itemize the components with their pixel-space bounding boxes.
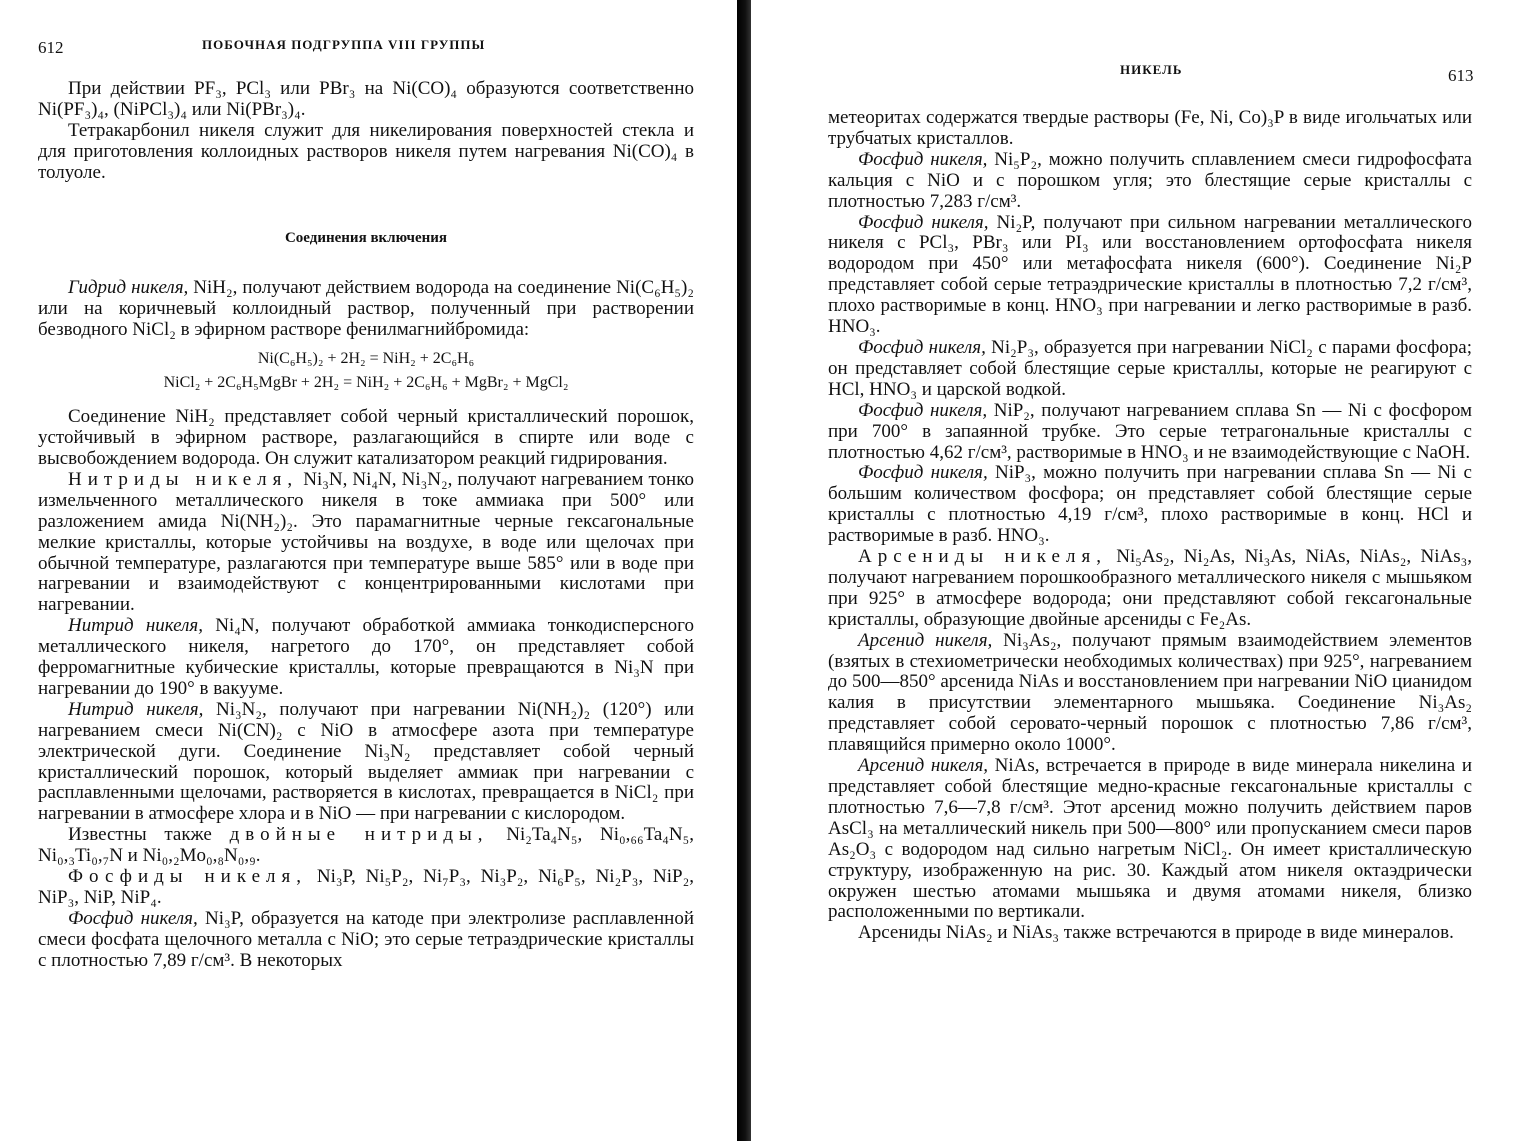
right-page: [760, 0, 1516, 1141]
term: Арсенид никеля,: [858, 755, 989, 777]
term: Фосфид никеля,: [858, 399, 988, 421]
equation: Ni(C₆H₅)₂ + 2H₂ = NiH₂ + 2C₆H₆: [257, 350, 475, 368]
term: Фосфид никеля,: [858, 336, 986, 358]
paragraph: Арсениды никеля, Ni₅As₂, Ni₂As, Ni₃As, NiAs, NiAs₂, NiAs₃, получают нагреванием порошкообразного металлического никеля с мышьяком при 925° в атмосфере водорода; они представляют собой гексагональные кристаллы, образующие двойные арсениды с Fe₂As.: [828, 546, 1473, 630]
paragraph: Тетракарбонил никеля служит для никелирования поверхностей стекла и для приготовления коллоидных растворов никеля путем нагревания Ni(CO)₄ в толуоле.: [38, 119, 694, 183]
paragraph: Фосфиды никеля, Ni₃P, Ni₅P₂, Ni₇P₃, Ni₃P₂, Ni₆P₅, Ni₂P₃, NiP₂, NiP₃, NiP, NiP₄.: [38, 866, 694, 908]
running-head: ПОБОЧНАЯ ПОДГРУППА VIII ГРУППЫ: [202, 37, 486, 52]
term: Арсенид никеля,: [858, 629, 993, 651]
paragraph: Гидрид никеля, NiH₂, получают действием водорода на соединение Ni(C₆H₅)₂ или на коричневый коллоидный раствор, полученный при растворении безводного NiCl₂ в эфирном растворе фенилмагнийбромида:: [38, 277, 694, 341]
term: Нитрид никеля,: [68, 698, 204, 720]
right-text-column: [828, 108, 1472, 944]
term: Фосфиды никеля,: [68, 866, 307, 888]
paragraph: Нитриды никеля, Ni₃N, Ni₄N, Ni₃N₂, получают нагреванием тонко измельченного металлического никеля в токе аммиака при 500° или разложением амида Ni(NH₂)₂. Это парамагнитные черные гексагональные мелкие кристаллы, которые устойчивы на воздухе, в воде или щелочах при обычной температуре, разлагаются при температуре выше 585° или в воде при нагревании и взаимодействуют с концентрированными кислотами при нагревании.: [38, 468, 694, 616]
term: Фосфид никеля,: [858, 148, 988, 170]
term: Фосфид никеля,: [858, 462, 988, 484]
paragraph: Нитрид никеля, Ni₃N₂, получают при нагревании Ni(NH₂)₂ (120°) или нагреванием смеси Ni(CN)₂ с NiO в атмосфере азота при температуре электрической дуги. Соединение Ni₃N₂ представляет собой черный кристаллический порошок, который выделяет аммиак при нагревании с расплавленными щелочами, растворяется в кислотах, превращается в NiCl₂ при нагревании в атмосфере хлора и в NiO — при нагревании с кислородом.: [38, 698, 694, 825]
paragraph: Фосфид никеля, Ni₂P₃, образуется при нагревании NiCl₂ с парами фосфора; он представляет собой блестящие серые кристаллы, которые не реагируют с HCl, HNO₃ и царской водкой.: [828, 336, 1472, 400]
term: Нитриды никеля,: [68, 468, 299, 490]
left-page: [0, 0, 740, 1141]
paragraph: Соединение NiH₂ представляет собой черный кристаллический порошок, устойчивый в эфирном растворе, разлагающийся в спирте или воде с высвобождением водорода. Он служит катализатором реакций гидрирования.: [38, 406, 694, 469]
paragraph: Арсенид никеля, NiAs, встречается в природе в виде минерала никелина и представляет собой блестящие медно-красные гексагональные кристаллы с плотностью 7,6—7,8 г/см³. Этот арсенид можно получить действием паров AsCl₃ на металлический никель при 500—800° или пропусканием смеси паров As₂O₃ с водородом над сильно нагретым NiCl₂. Он имеет кристаллическую структуру, изображенную на рис. 30. Каждый атом никеля октаэдрически окружен шестью атомами мышьяка и двумя атомами никеля, близко расположенными по вертикали.: [828, 755, 1472, 923]
paragraph: Фосфид никеля, NiP₂, получают нагреванием сплава Sn — Ni с фосфором при 700° в запаянной трубке. Это серые тетрагональные кристаллы с плотностью 4,62 г/см³, растворимые в HNO₃ и не взаимодействующие с NaOH.: [828, 399, 1472, 463]
term: Гидрид никеля,: [68, 277, 189, 299]
equation-block: [38, 347, 694, 395]
term: Нитрид никеля,: [68, 615, 203, 637]
running-head: НИКЕЛЬ: [1120, 62, 1183, 77]
paragraph: Арсенид никеля, Ni₃As₂, получают прямым взаимодействием элементов (взятых в стехиометрически необходимых количествах) при 925°, нагреванием до 500—850° арсенида NiAs и восстановлением при нагревании NiO цианидом калия в присутствии элементарного мышьяка. Соединение Ni₃As₂ представляет собой серовато-черный порошок с плотностью 7,86 г/см³, плавящийся примерно около 1000°.: [828, 629, 1472, 756]
paragraph: При действии PF₃, PCl₃ или PBr₃ на Ni(CO)₄ образуются соответственно Ni(PF₃)₄, (NiPCl₃)₄ или Ni(PBr₃)₄.: [38, 78, 694, 120]
paragraph: Фосфид никеля, Ni₃P, образуется на катоде при электролизе расплавленной смеси фосфата щелочного металла с NiO; это серые тетраэдрические кристаллы с плотностью 7,89 г/см³. В некоторых: [38, 907, 695, 971]
term: Фосфид никеля,: [68, 907, 198, 929]
section-heading: Соединения включения: [284, 229, 448, 246]
paragraph: Арсениды NiAs₂ и NiAs₃ также встречаются в природе в виде минералов.: [858, 922, 1454, 944]
equation: NiCl₂ + 2C₆H₅MgBr + 2H₂ = NiH₂ + 2C₆H₆ + MgBr₂ + MgCl₂: [163, 374, 569, 392]
left-text-column: [38, 79, 694, 972]
paragraph: метеоритах содержатся твердые растворы (Fe, Ni, Co)₃P в виде игольчатых или трубчатых кристаллов.: [828, 107, 1472, 149]
paragraph: Известны также двойные нитриды, Ni₂Ta₄N₅, Ni₀,₆₆Ta₄N₅, Ni₀,₃Ti₀,₇N и Ni₀,₂Mo₀,₈N₀,₉.: [38, 824, 695, 867]
book-spine-shadow: [737, 0, 751, 1141]
paragraph: Фосфид никеля, NiP₃, можно получить при нагревании сплава Sn — Ni с большим количеством фосфора; он представляет собой блестящие серые кристаллы с плотностью 4,19 г/см³, плохо растворимые в конц. HCl и растворимые в разб. HNO₃.: [828, 462, 1472, 547]
paragraph: Нитрид никеля, Ni₄N, получают обработкой аммиака тонкодисперсного металлического никеля, нагретого до 170°, он представляет собой ферромагнитные кубические кристаллы, которые превращаются в Ni₃N при нагревании до 190° в вакууме.: [38, 615, 694, 699]
term: Арсениды никеля,: [858, 546, 1107, 568]
term: Фосфид никеля,: [858, 211, 989, 233]
paragraph: Фосфид никеля, Ni₅P₂, можно получить сплавлением смеси гидрофосфата кальция с NiO и с порошком угля; это блестящие серые кристаллы с плотностью 7,283 г/см³.: [828, 148, 1472, 212]
term: двойные нитриды,: [229, 824, 489, 846]
paragraph: Фосфид никеля, Ni₂P, получают при сильном нагревании металлического никеля с PCl₃, PBr₃ или PI₃ или восстановлением ортофосфата никеля водородом при 450° или метафосфата никеля (600°). Соединение Ni₂P представляет собой серые тетраэдрические кристаллы в плотностью 7,2 г/см³, плохо растворимые в конц. HNO₃ при нагревании и легко растворимые в разб. HNO₃.: [828, 211, 1472, 338]
page-number: 613: [1448, 66, 1474, 85]
page-number: 612: [38, 38, 64, 57]
